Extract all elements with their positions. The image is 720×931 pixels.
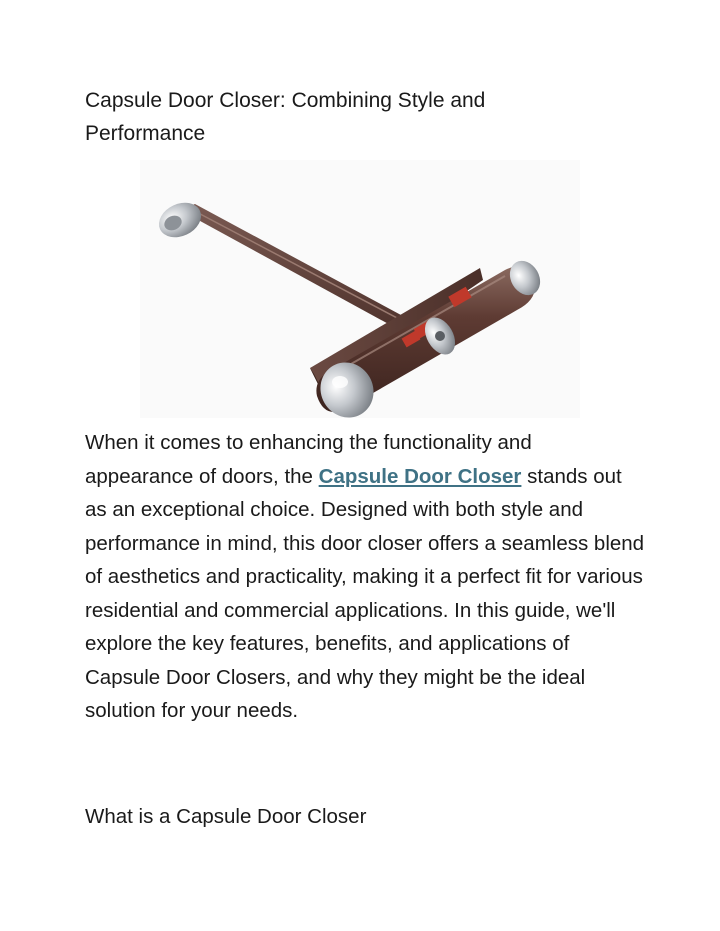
section-heading: What is a Capsule Door Closer bbox=[85, 805, 367, 828]
capsule-door-closer-illustration bbox=[85, 158, 615, 420]
page-title: Capsule Door Closer: Combining Style and Performance bbox=[85, 89, 486, 145]
intro-text-after-link: stands out as an exceptional choice. Designed with both style and performance in mind, this door closer offers a seamless blend of aesthetics and practicality, making it a perfect fit for various residential and commercial applications. In this guide, we'll explore the key features, benefits, and applications of Capsule Door Closers, and why they might be the ideal solution for your needs. bbox=[85, 464, 645, 722]
intro-paragraph bbox=[85, 426, 645, 728]
product-image bbox=[85, 158, 615, 420]
capsule-door-closer-link[interactable]: Capsule Door Closer bbox=[318, 464, 522, 488]
intro-text-before-link: When it comes to enhancing the functionality and appearance of doors, the bbox=[85, 431, 532, 488]
